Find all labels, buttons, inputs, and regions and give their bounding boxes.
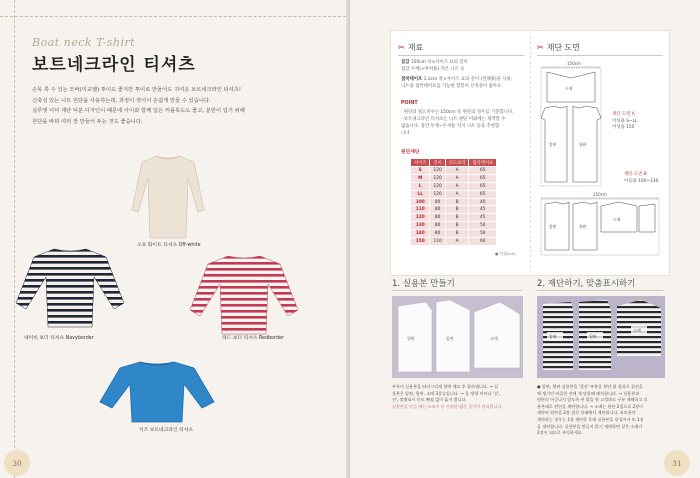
size-table-cell: 65 (469, 190, 497, 198)
piece-label: 뒷판 (407, 336, 415, 341)
piece-label: 뒷판 (589, 334, 597, 339)
red-border-tshirt-photo (188, 250, 300, 336)
size-table-cell: A (445, 182, 469, 190)
cutting-divider (537, 55, 663, 56)
size-table-cell: B (445, 206, 469, 214)
size-table-row (411, 174, 497, 182)
plan-b-title: 재단 도면 B (624, 172, 647, 177)
page-number-right: 31 (664, 450, 690, 476)
navy-border-tshirt-photo (14, 243, 126, 329)
point-label: POINT (401, 101, 418, 106)
size-table-cell: 130 (411, 222, 430, 230)
material-text: 니트용 접착테이프를 가능한 합봉이 신축성이 좋아요. (401, 84, 503, 89)
size-table-row (411, 182, 497, 190)
step2-divider (537, 290, 663, 291)
material-text: 150cm 폭×사이즈 표의 길이 (410, 60, 468, 65)
plan-b-label (624, 172, 659, 185)
width-top-label: 150cm (567, 61, 581, 66)
size-table-cell: 110 (411, 206, 430, 214)
blue-kids-tshirt-photo (98, 358, 216, 426)
size-table-row (411, 198, 497, 206)
cutting-heading-text: 재단 도면 (546, 43, 580, 52)
intro-paragraph (32, 85, 332, 127)
table-unit-note: ● 단위(cm) (495, 251, 516, 256)
material-line (401, 84, 503, 90)
size-table-body (411, 167, 497, 246)
step1-line: 부록의 실용본을 따라그리게 합에 메모 후 잘라냅니다. → 실 (392, 384, 499, 389)
size-table-cell: 50 (469, 222, 497, 230)
size-table-cell: 80 (430, 214, 445, 222)
front-label-b: 앞판 (549, 224, 557, 229)
size-table-cell: A (445, 174, 469, 182)
material-label: 겉감 (401, 60, 410, 65)
size-table-cell: 50 (469, 230, 497, 238)
size-table-label: 원단재단 (401, 150, 420, 155)
step1-text (392, 384, 526, 410)
size-table-cell: 110 (430, 238, 445, 246)
back-label-b: 뒷판 (579, 224, 587, 229)
sleeve-label: 소매 (565, 86, 573, 91)
size-table-cell: L (411, 182, 430, 190)
navy-caption: 네이비 보더 티셔츠 Navyborder (24, 336, 94, 341)
size-table-cell: A (445, 190, 469, 198)
size-table-cell: 80 (430, 198, 445, 206)
back-label: 뒷판 (579, 142, 587, 147)
size-table-cell: 150 (411, 238, 430, 246)
step1-line: 선', 맞춤표시 등도 빠짐 없이 옮겨 씁니다. (392, 397, 467, 403)
step1-note: 실용본을 만들 때는 모조지 등 투명한 얇은 종이가 편리합니다. (392, 403, 503, 409)
size-table-cell: 65 (469, 167, 497, 175)
dashed-top-line (0, 16, 346, 17)
size-table-row (411, 206, 497, 214)
size-table-cell: M (411, 174, 430, 182)
size-table-cell: 65 (469, 182, 497, 190)
piece-label: 앞판 (549, 334, 557, 339)
size-table-cell: 120 (430, 190, 445, 198)
size-table-cell: S (411, 167, 430, 175)
size-table-cell: B (445, 222, 469, 230)
step2-line: 을 재단합니다. 실용본을 만들지 않기 재단하면 같은 소매가 (537, 423, 643, 429)
width-bottom-label: 150cm (593, 192, 607, 197)
size-table-cell: B (445, 214, 469, 222)
step2-line: 재단된 원단을 2장 겹친 상태에서 재단합니다. 보트용의 (537, 410, 636, 416)
plan-a-sizes-2: 어성용 150 (612, 125, 635, 130)
step2-line: 재단하는 경우는 1장 재단한 후에 실용본을 뒤집어서 또 1장 (537, 416, 644, 422)
material-line (401, 60, 468, 66)
size-table-cell: 65 (469, 174, 497, 182)
material-text: 1.2cm 폭×사이즈 표의 길이 (본체용)을 사용, (423, 77, 513, 82)
step1-divider (392, 290, 522, 291)
size-table-cell: A (445, 167, 469, 175)
material-line (401, 67, 465, 73)
materials-divider (398, 55, 524, 56)
step1-line: 물본은 앞판, 뒷판, 소매 3종류입니다. → 을 방향 이어나 '결', (392, 390, 501, 396)
material-label: 접착테이프 (401, 77, 423, 82)
step2-line: 에 생기던 바질한 선에 재 맞합에 배치합니다. → 실용본과 (537, 390, 640, 396)
size-table-cell: 100 (411, 198, 430, 206)
size-table-row (411, 167, 497, 175)
intro-line: 신축성 있는 니트 원단을 사용하는데, 과정이 적어서 손쉽게 만들 수 있습니다. (32, 97, 211, 104)
step2-photo (537, 296, 665, 378)
sleeve-label-b: 소매 (613, 217, 621, 222)
intro-line: 원단을 바꿔 여러 장 만들어 두는 것도 좋습니다. (32, 118, 143, 125)
size-table-cell: 40 (469, 198, 497, 206)
step2-line: 원단의 어긋나지 않도록 핀 맞을 원 고정하고 구분 재해하고 실 (537, 397, 648, 403)
size-table-cell: 120 (430, 182, 445, 190)
size-table-cell: LL (411, 190, 430, 198)
size-table-row (411, 230, 497, 238)
size-table-cell: 80 (430, 230, 445, 238)
point-line: · 보트네크라인 티셔츠는 니트 원단 이외에는 제작할 수 (401, 117, 506, 122)
table-header-cell: 의도와의 (445, 159, 469, 167)
size-table-cell: 120 (430, 174, 445, 182)
step1-photo (392, 296, 523, 378)
materials-heading (398, 42, 423, 53)
offwhite-tshirt-photo (128, 150, 208, 242)
step2-text (537, 384, 667, 437)
size-table-cell: A (445, 238, 469, 246)
table-header-cell: 길이 (430, 159, 445, 167)
size-table-cell: 45 (469, 206, 497, 214)
cutting-heading (537, 42, 580, 53)
size-table (410, 158, 497, 246)
offwhite-caption: 오프 화이트 티셔츠 Off-white (137, 243, 201, 248)
piece-label: 앞판 (446, 336, 454, 341)
front-label: 앞판 (549, 142, 557, 147)
table-header-cell: 사이즈 (411, 159, 430, 167)
size-table-cell: 80 (430, 222, 445, 230)
step1-title: 1. 실용본 만들기 (392, 279, 455, 289)
plan-b-sizes: 아동용 100~140 (624, 178, 659, 184)
point-line: · 원단의 필요치수는 150cm 폭 원단의 경우를 기준합니다. (401, 110, 514, 115)
intro-line: 실루엣 넉넉 재단 덕분 디자인이 때문에 아이와 함께 입은 커플룩도도 좋고, 분한이 입기 위해 (32, 108, 245, 114)
column-divider (530, 36, 531, 268)
intro-line: 손목 쪽 수 있는 모바(미교텔) 투이도 좋지만 투이로 만들어도 귀여운 보트네크라인 티셔츠! (32, 87, 241, 93)
plan-a-title: 재단 도면 A (612, 112, 635, 117)
size-table-cell: 45 (469, 214, 497, 222)
step2-line: 용본대로 원단을 재단합니다. → 소매는 원단 2겹으로 2장이 (537, 403, 644, 409)
cutting-plan-b-diagram (537, 192, 663, 258)
piece-label: 소매 (633, 328, 641, 333)
red-caption: 레드 보더 티셔츠 Redborder (222, 336, 284, 341)
size-table-row (411, 222, 497, 230)
step2-title: 2. 재단하기, 맞춤표시하기 (537, 279, 636, 289)
table-header-cell: 접착테이프 (469, 159, 497, 167)
size-table-cell: 140 (411, 230, 430, 238)
step2-line: 2장이 되므로 주의하세요. (537, 430, 584, 436)
size-table-header (411, 159, 497, 167)
size-table-cell: B (445, 230, 469, 238)
page-title: 보트네크라인 티셔츠 (32, 55, 196, 75)
plan-a-label (612, 112, 637, 132)
size-table-row (411, 190, 497, 198)
dashed-margin-line (14, 0, 15, 478)
scissors-icon: ✂ (537, 43, 544, 52)
pattern-pieces-illustration (392, 296, 523, 378)
scissors-icon: ✂ (398, 43, 405, 52)
size-table-cell: 60 (469, 238, 497, 246)
page-number-left: 30 (4, 450, 30, 476)
size-table-cell: 120 (411, 214, 430, 222)
materials-heading-text: 재료 (407, 43, 424, 52)
step2-line: ● 앞판, 뒷판 실용본을 '결선' 부분을 원단 위 결과로 끝선을 (537, 384, 643, 389)
size-table-row (411, 214, 497, 222)
blue-caption: 키즈 보트네크라인 티셔츠 (139, 428, 194, 433)
material-line (401, 77, 512, 83)
cut-fabric-illustration (537, 296, 665, 378)
cutting-plan-a-diagram (537, 60, 607, 188)
piece-label: 소매 (490, 336, 498, 341)
size-table-cell: 80 (430, 206, 445, 214)
plan-a-sizes: 어성용 S~LL (612, 118, 638, 124)
english-subtitle: Boat neck T-shirt (32, 36, 136, 49)
point-line: 니다. (401, 131, 411, 136)
size-table-cell: B (445, 198, 469, 206)
point-line: 없습니다. 중간 두께~두꺼운 저지 니트 등을 추천합 (401, 124, 500, 129)
material-text: 접감 두께(+부착용) 적은 니트 등 (401, 67, 465, 72)
size-table-row (411, 238, 497, 246)
size-table-cell: 120 (430, 167, 445, 175)
